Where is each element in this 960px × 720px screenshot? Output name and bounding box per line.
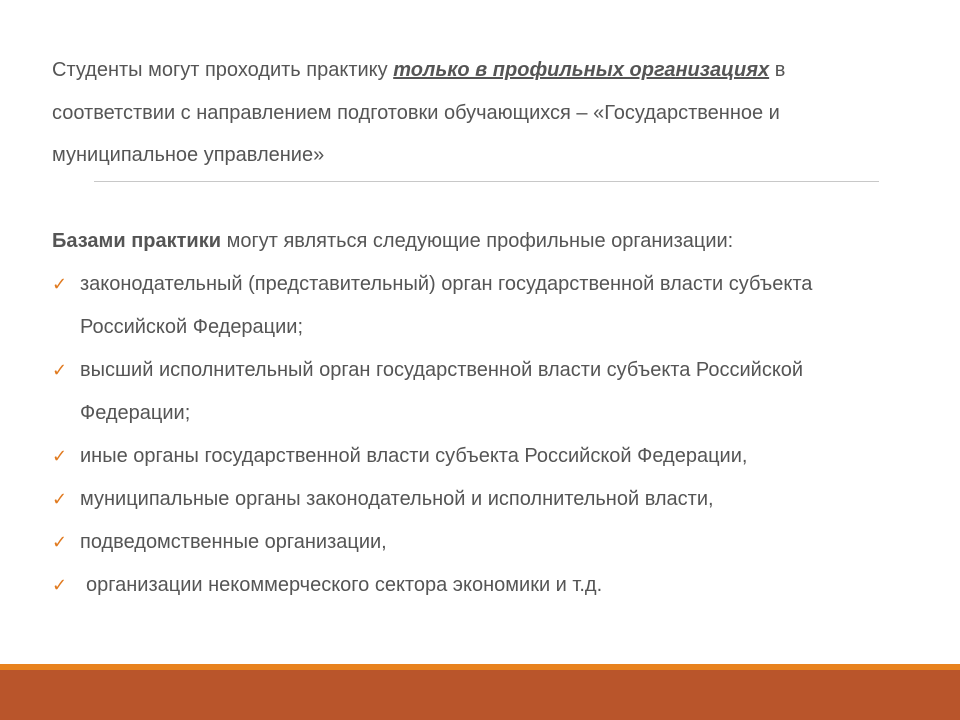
- intro-emphasis: только в профильных организациях: [393, 59, 770, 81]
- checkmark-icon: ✓: [52, 274, 68, 295]
- list-item-text: подведомственные организации,: [80, 531, 387, 553]
- list-item-text: высший исполнительный орган государственной власти субъекта Российской Федерации;: [80, 359, 804, 424]
- list-item-text: организации некоммерческого сектора экономики и т.д.: [86, 574, 603, 596]
- checkmark-icon: ✓: [52, 489, 68, 510]
- list-item: [52, 564, 902, 607]
- checkmark-icon: ✓: [52, 360, 68, 381]
- bases-heading: [52, 223, 892, 259]
- list-item-text: законодательный (представительный) орган государственной власти субъекта Российской Федерации;: [80, 273, 813, 338]
- list-item: [52, 349, 902, 435]
- list-item: [52, 263, 902, 349]
- list-item: [52, 521, 902, 564]
- intro-paragraph: [52, 49, 872, 177]
- intro-text-before: Студенты могут проходить практику: [52, 59, 394, 81]
- checkmark-icon: ✓: [52, 446, 68, 467]
- bases-heading-bold: Базами практики: [52, 230, 222, 252]
- list-item: [52, 435, 902, 478]
- bases-heading-rest: могут являться следующие профильные организации:: [221, 230, 734, 252]
- bases-list: [52, 263, 902, 607]
- intro-text-after: в соответствии с направлением подготовки обучающихся – «Государственное и муниципальное управление»: [52, 59, 786, 166]
- list-item-text: муниципальные органы законодательной и исполнительной власти,: [80, 488, 714, 510]
- section-divider: [94, 181, 879, 182]
- list-item-text: иные органы государственной власти субъекта Российской Федерации,: [80, 445, 748, 467]
- list-item: [52, 478, 902, 521]
- checkmark-icon: ✓: [52, 575, 68, 596]
- footer-stripe-thick: [0, 670, 960, 720]
- checkmark-icon: ✓: [52, 532, 68, 553]
